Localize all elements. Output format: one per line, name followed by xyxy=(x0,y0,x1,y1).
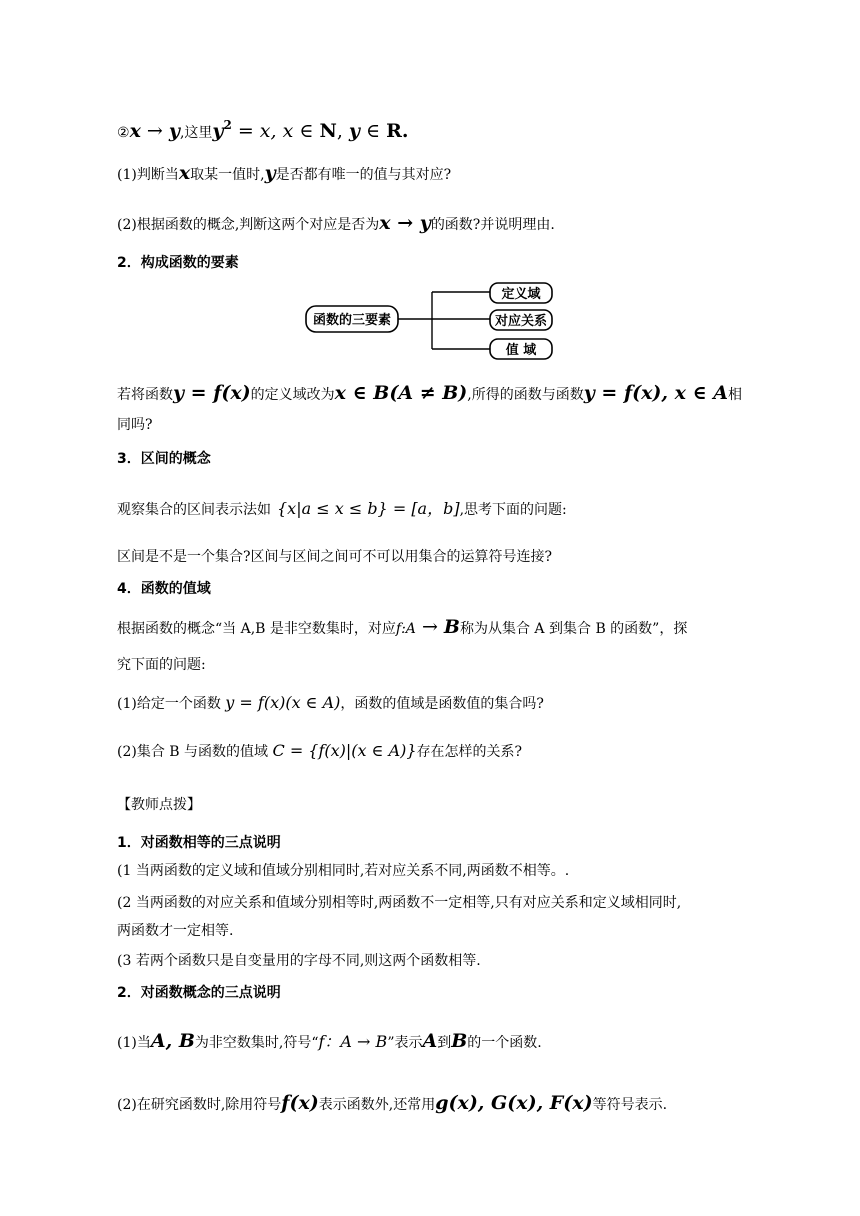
q41-formula: y = f(x)(x ∈ A) xyxy=(225,693,341,712)
paragraph-interval-question: 区间是不是一个集合?区间与区间之间可不可以用集合的运算符号连接? xyxy=(117,549,553,565)
q1-text-a: (1)判断当 xyxy=(117,167,179,183)
q2-text-b: 的函数?并说明理由. xyxy=(430,217,555,233)
concept-point-1 xyxy=(117,1032,542,1052)
q41-text-b: ，函数的值域是函数值的集合吗? xyxy=(340,696,544,712)
section-4-title: 4．函数的值域 xyxy=(117,581,211,597)
p4-text-a: 根据函数的概念“当 A,B 是非空数集时，对应 xyxy=(117,621,396,637)
paragraph-domain-cont: 同吗? xyxy=(117,417,153,433)
var-x: x xyxy=(129,120,141,142)
point-3: (3 若两个函数只是自变量用的字母不同,则这两个函数相等. xyxy=(117,953,481,969)
set-N: N xyxy=(319,120,337,142)
p61-text-b: 为非空数集时,符号“ xyxy=(194,1035,319,1051)
exponent: 2 xyxy=(223,118,232,132)
question-4-2 xyxy=(117,742,522,761)
item2-label: 对应关系 xyxy=(494,314,548,329)
question-4-1 xyxy=(117,694,544,713)
paragraph-range xyxy=(117,618,687,638)
p61-text-d: 到 xyxy=(437,1035,452,1051)
paragraph-interval xyxy=(117,500,567,519)
p61-formula-3: A xyxy=(422,1030,438,1052)
p2-formula-1: y = f(x) xyxy=(173,382,251,404)
q1-var-y: y xyxy=(264,162,276,184)
point-2: (2 当两函数的对应关系和值域分别相等时,两函数不一定相等,只有对应关系和定义域相同时, xyxy=(117,895,682,911)
p3-formula: {x|a ≤ x ≤ b} = [a，b] xyxy=(277,499,460,518)
p2-text-b: 的定义域改为 xyxy=(250,387,335,403)
item3-label: 值 域 xyxy=(505,343,537,358)
q1-text-c: 是否都有唯一的值与其对应? xyxy=(275,167,452,183)
p2-formula-3: y = f(x), x ∈ A xyxy=(583,382,729,404)
var-y3: y xyxy=(348,120,360,142)
p61-text-a: (1)当 xyxy=(117,1035,151,1051)
q42-formula: C = {f(x)|(x ∈ A)} xyxy=(272,741,417,760)
p62-text-a: (2)在研究函数时,除用符号 xyxy=(117,1097,282,1113)
p61-text-c: ”表示 xyxy=(387,1035,423,1051)
point-2-cont: 两函数才一定相等. xyxy=(117,923,234,939)
circled-number: ② xyxy=(117,125,130,141)
teacher-title: 【教师点拨】 xyxy=(117,797,201,813)
q42-text-a: (2)集合 B 与函数的值域 xyxy=(117,744,273,760)
text: ,这里 xyxy=(179,125,213,141)
center-label: 函数的三要素 xyxy=(312,313,392,328)
period: . xyxy=(401,120,409,142)
p2-text-d: 相 xyxy=(728,387,743,403)
comma: , xyxy=(336,120,349,142)
p61-formula-2: f：A → B xyxy=(318,1032,388,1051)
q2-text-a: (2)根据函数的概念,判断这两个对应是否为 xyxy=(117,217,380,233)
p61-formula-4: B xyxy=(451,1030,468,1052)
var-y: y xyxy=(168,120,180,142)
question-2 xyxy=(117,214,555,234)
section-2-title: 2．构成函数的要素 xyxy=(117,255,239,271)
p2-text-c: ,所得的函数与函数 xyxy=(467,387,584,403)
q1-text-b: 取某一值时, xyxy=(190,167,265,183)
p62-formula-2: g(x), G(x), F(x) xyxy=(435,1092,593,1114)
section-3-title: 3．区间的概念 xyxy=(117,451,211,467)
item1-label: 定义域 xyxy=(501,287,541,302)
q2-mapping: x → y xyxy=(379,212,431,234)
section-5-title: 1．对函数相等的三点说明 xyxy=(117,835,281,851)
p2-text-a: 若将函数 xyxy=(117,387,173,403)
p4-f: f:A xyxy=(395,621,416,637)
equation-rest: = x, x ∈ xyxy=(231,120,320,142)
point-1: (1 当两函数的定义域和值域分别相同时,若对应关系不同,两函数不相等。. xyxy=(117,863,570,879)
set-R: R xyxy=(386,120,402,142)
three-elements-diagram xyxy=(304,282,564,362)
p4-text-b: 称为从集合 A 到集合 B 的函数”，探 xyxy=(459,621,688,637)
p62-text-c: 等符号表示. xyxy=(592,1097,668,1113)
section-6-title: 2．对函数概念的三点说明 xyxy=(117,985,281,1001)
q1-var-x: x xyxy=(178,162,191,184)
q41-text-a: (1)给定一个函数 xyxy=(117,696,226,712)
p4-arrow: → xyxy=(415,616,444,638)
var-y2: y xyxy=(212,120,224,142)
q42-text-b: 存在怎样的关系? xyxy=(416,744,523,760)
p4-B: B xyxy=(443,616,460,638)
question-1 xyxy=(117,164,451,184)
paragraph-domain xyxy=(117,384,742,404)
p3-text-b: ,思考下面的问题: xyxy=(459,502,567,518)
p61-text-e: 的一个函数. xyxy=(467,1035,542,1051)
p62-text-b: 表示函数外,还常用 xyxy=(318,1097,436,1113)
p62-formula-1: f(x) xyxy=(281,1092,319,1114)
in-symbol: ∈ xyxy=(359,120,387,142)
paragraph-range-cont: 究下面的问题: xyxy=(117,657,206,673)
p61-formula-1: A, B xyxy=(150,1030,195,1052)
p3-text-a: 观察集合的区间表示法如 xyxy=(117,502,271,518)
line-mapping-2 xyxy=(117,116,409,142)
p2-formula-2: x ∈ B(A ≠ B) xyxy=(334,382,468,404)
concept-point-2 xyxy=(117,1094,667,1114)
arrow: → xyxy=(140,120,169,142)
